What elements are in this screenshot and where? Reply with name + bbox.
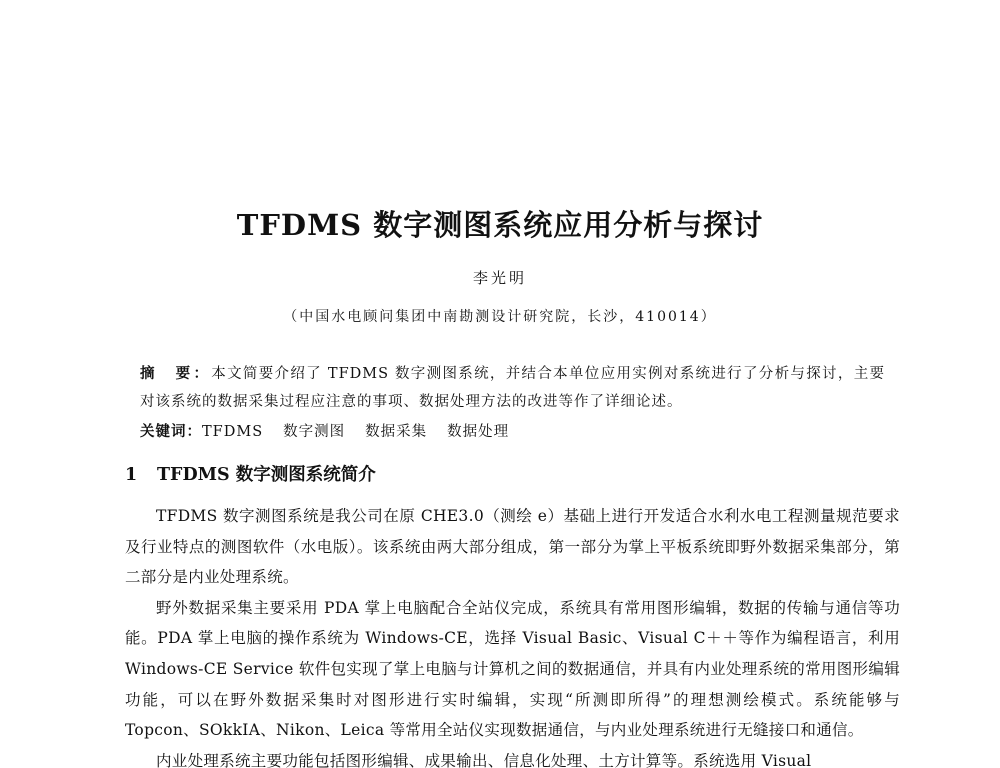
paragraph: TFDMS 数字测图系统是我公司在原 CHE3.0（测绘 e）基础上进行开发适合水利水电工程测量规范要求及行业特点的测图软件（水电版）。该系统由两大部分组成，第一部分为掌上平板系统即野外数据采集部分，第二部分是内业处理系统。 <box>125 507 900 587</box>
keywords <box>140 418 529 446</box>
section-heading <box>125 460 376 490</box>
section-number: 1 <box>125 465 138 485</box>
keyword-item: 数据采集 <box>365 424 428 440</box>
keyword-item: 数据处理 <box>447 424 510 440</box>
abstract <box>140 360 885 416</box>
abstract-label: 摘 要： <box>140 365 212 382</box>
keywords-label: 关键词： <box>140 423 202 440</box>
author-affiliation: （中国水电顾问集团中南勘测设计研究院，长沙，410014） <box>283 309 717 325</box>
body-text <box>125 501 900 768</box>
section-title: TFDMS 数字测图系统简介 <box>157 465 376 485</box>
paper-title: TFDMS 数字测图系统应用分析与探讨 <box>236 208 764 242</box>
author-name: 李光明 <box>472 269 527 287</box>
keyword-item: TFDMS <box>202 424 264 440</box>
keyword-item: 数字测图 <box>283 424 346 440</box>
paragraph: 内业处理系统主要功能包括图形编辑、成果输出、信息化处理、土方计算等。系统选用 Visual <box>156 751 812 768</box>
abstract-text: 本文简要介绍了 TFDMS 数字测图系统，并结合本单位应用实例对系统进行了分析与探讨，主要对该系统的数据采集过程应注意的事项、数据处理方法的改进等作了详细论述。 <box>140 366 886 410</box>
paragraph: 野外数据采集主要采用 PDA 掌上电脑配合全站仪完成，系统具有常用图形编辑，数据的传输与通信等功能。PDA 掌上电脑的操作系统为 Windows-CE，选择 Visual Basic、Visual C＋＋等作为编程语言，利用 Windows-CE Service 软件包实现了掌上电脑与计算机之间的数据通信，并具有内业处理系统的常用图形编辑功能，可以在野外数据采集时对图形进行实时编辑，实现“所测即所得”的理想测绘模式。系统能够与 Topcon、SOkkIA、Nikon、Leica 等常用全站仪实现数据通信，与内业处理系统进行无缝接口和通信。 <box>125 598 900 740</box>
